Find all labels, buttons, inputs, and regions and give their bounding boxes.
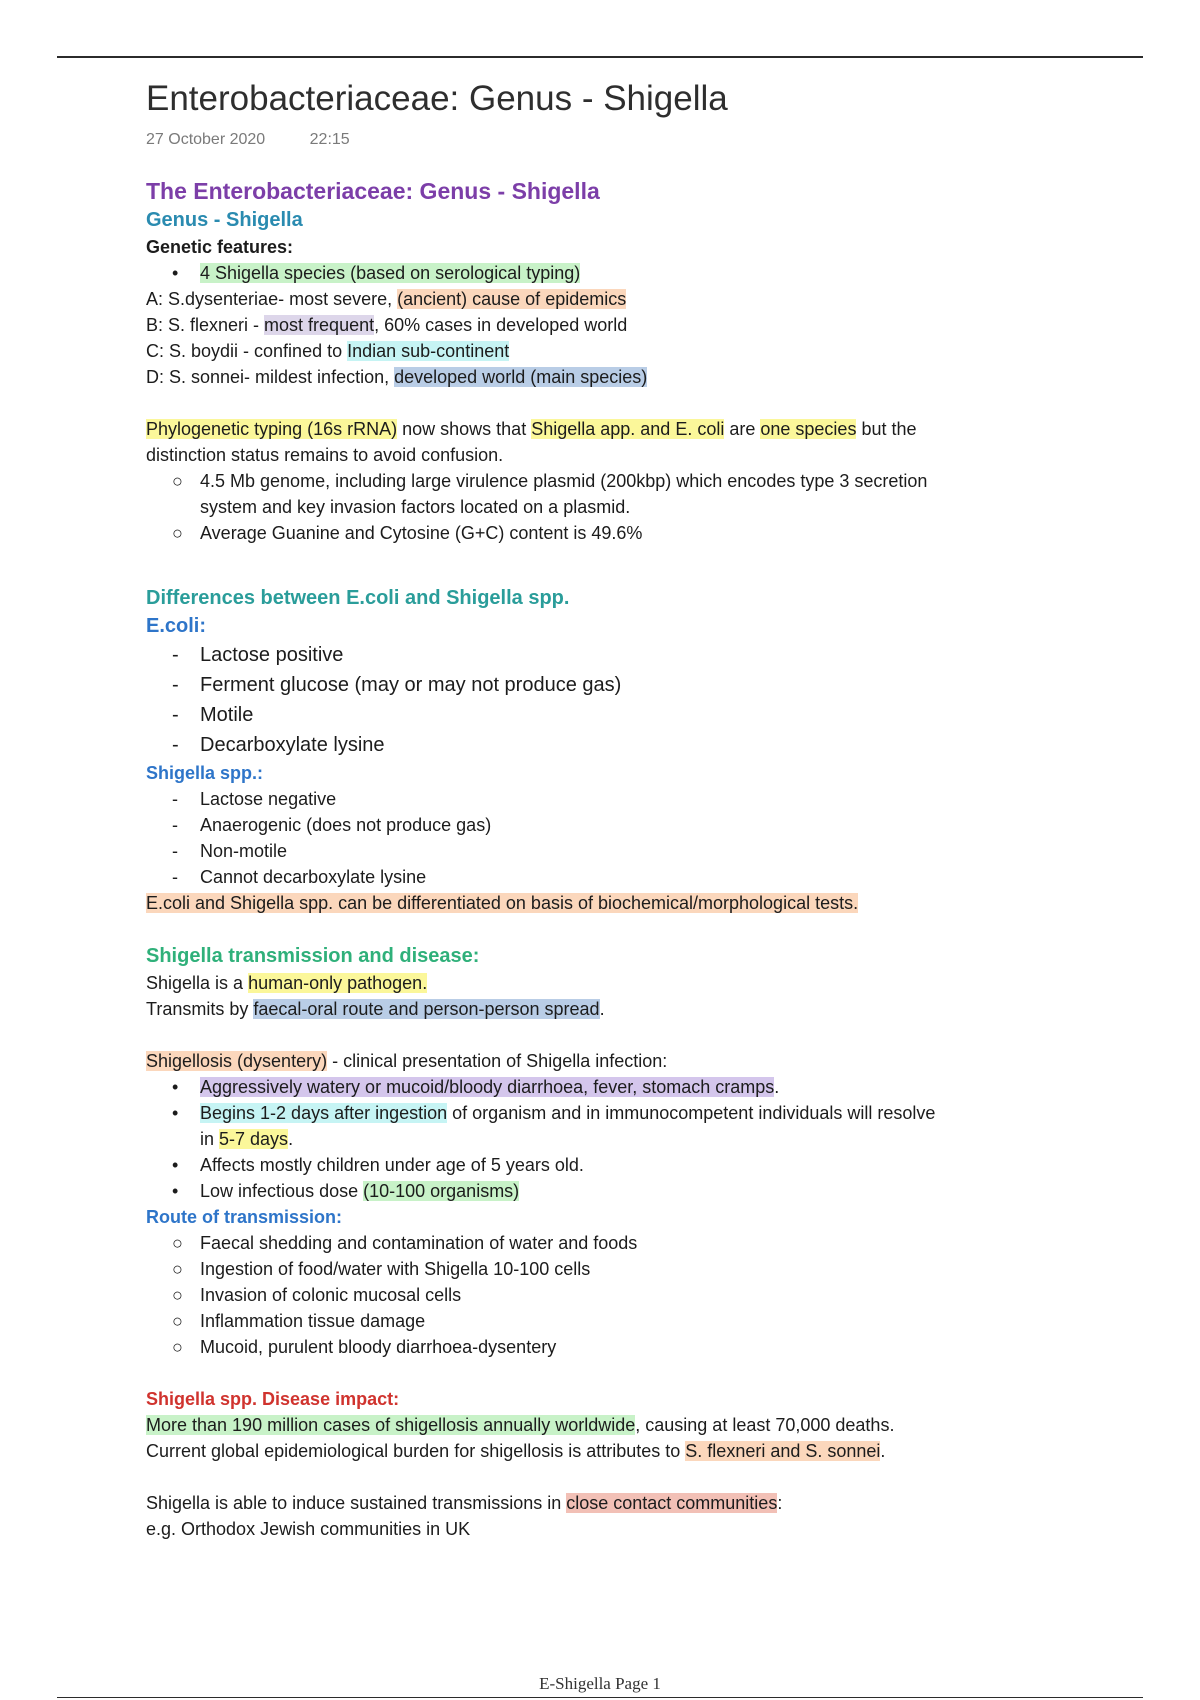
page-date-time [146, 130, 1086, 150]
circle-bullet-icon: ○ [172, 1337, 183, 1357]
dash-bullet-icon: - [172, 841, 178, 861]
impact-line-3: Shigella is able to induce sustained transmissions in close contact communities: [146, 1493, 783, 1513]
list-item: ○ Inflammation tissue damage [146, 1308, 1086, 1334]
phylogenetic-paragraph-cont: distinction status remains to avoid confusion. [146, 445, 504, 465]
page-footer: E-Shigella Page 1 [539, 1674, 661, 1693]
list-item: - Lactose negative [146, 786, 1086, 812]
circle-bullet-icon: ○ [172, 1285, 183, 1305]
bullet-dot: • [172, 263, 179, 283]
shigellosis-list [146, 1074, 1086, 1204]
dash-bullet-icon: - [172, 789, 178, 809]
ecoli-label: E.coli: [146, 615, 207, 637]
bullet-dot: • [172, 1077, 179, 1097]
list-item: - Anaerogenic (does not produce gas) [146, 812, 1086, 838]
circle-bullet-icon: ○ [172, 1259, 183, 1279]
dash-bullet-icon: - [172, 815, 178, 835]
circle-bullet-icon: ○ [172, 1311, 183, 1331]
route-label: Route of transmission: [146, 1207, 343, 1227]
ecoli-list [146, 640, 1086, 760]
list-item: - Lactose positive [146, 640, 1086, 670]
species-b: B: S. flexneri - most frequent, 60% cases in developed world [146, 315, 628, 335]
shigella-label: Shigella spp.: [146, 763, 264, 783]
bullet-dot: • [172, 1181, 179, 1201]
list-item: ○ Ingestion of food/water with Shigella 10-100 cells [146, 1256, 1086, 1282]
list-item: • Affects mostly children under age of 5 years old. [146, 1152, 1086, 1178]
dash-bullet-icon: - [172, 704, 179, 726]
species-a: A: S.dysenteriae- most severe, (ancient) cause of epidemics [146, 289, 627, 309]
list-item: • Aggressively watery or mucoid/bloody diarrhoea, fever, stomach cramps. [146, 1074, 1086, 1100]
page-title: Enterobacteriaceae: Genus - Shigella [146, 79, 728, 118]
impact-heading: Shigella spp. Disease impact: [146, 1389, 400, 1409]
transmission-line-1: Shigella is a human-only pathogen. [146, 973, 428, 993]
dash-bullet-icon: - [172, 644, 179, 666]
impact-line-4: e.g. Orthodox Jewish communities in UK [146, 1519, 471, 1539]
bullet-dot: • [172, 1155, 179, 1175]
list-item: - Motile [146, 700, 1086, 730]
circle-bullet-icon: ○ [172, 471, 183, 491]
page-date: 27 October 2020 [146, 131, 266, 148]
dash-bullet-icon: - [172, 734, 179, 756]
list-item: • Begins 1-2 days after ingestion of organism and in immunocompetent individuals will resolve [146, 1100, 1086, 1126]
top-rule [57, 56, 1143, 58]
list-item: - Non-motile [146, 838, 1086, 864]
route-list [146, 1230, 1086, 1360]
circle-bullet-icon: ○ [172, 523, 183, 543]
phylogenetic-paragraph: Phylogenetic typing (16s rRNA) now shows that Shigella app. and E. coli are one species but the [146, 419, 917, 439]
list-item: ○ Faecal shedding and contamination of water and foods [146, 1230, 1086, 1256]
species-d: D: S. sonnei- mildest infection, developed world (main species) [146, 367, 648, 387]
list-item: - Ferment glucose (may or may not produce gas) [146, 670, 1086, 700]
shigellosis-intro: Shigellosis (dysentery) - clinical presentation of Shigella infection: [146, 1051, 668, 1071]
differences-heading: Differences between E.coli and Shigella spp. [146, 587, 570, 609]
shigella-list [146, 786, 1086, 890]
genus-heading: Genus - Shigella [146, 209, 303, 231]
genetic-features-list [146, 260, 1086, 286]
bottom-rule [57, 1697, 1143, 1698]
impact-line-1: More than 190 million cases of shigellosis annually worldwide, causing at least 70,000 deaths. [146, 1415, 895, 1435]
transmission-heading: Shigella transmission and disease: [146, 945, 480, 967]
circle-bullet-icon: ○ [172, 1233, 183, 1253]
species-c: C: S. boydii - confined to Indian sub-continent [146, 341, 510, 361]
dash-bullet-icon: - [172, 674, 179, 696]
list-item: ○ 4.5 Mb genome, including large virulence plasmid (200kbp) which encodes type 3 secretion [146, 468, 1086, 494]
list-item: - Cannot decarboxylate lysine [146, 864, 1086, 890]
page-time: 22:15 [309, 131, 350, 148]
transmission-line-2: Transmits by faecal-oral route and person-person spread. [146, 999, 605, 1019]
list-item: • Low infectious dose (10-100 organisms) [146, 1178, 1086, 1204]
list-item-continuation: system and key invasion factors located on a plasmid. [200, 497, 631, 517]
genome-list [146, 468, 1086, 546]
list-item: • 4 Shigella species (based on serological typing) [146, 260, 1086, 286]
list-item: ○ Invasion of colonic mucosal cells [146, 1282, 1086, 1308]
list-item: ○ Mucoid, purulent bloody diarrhoea-dysentery [146, 1334, 1086, 1360]
list-item: - Decarboxylate lysine [146, 730, 1086, 760]
impact-line-2: Current global epidemiological burden for shigellosis is attributes to S. flexneri and S. sonnei. [146, 1441, 886, 1461]
genetic-features-label: Genetic features: [146, 237, 294, 257]
bullet-dot: • [172, 1103, 179, 1123]
list-item: ○ Average Guanine and Cytosine (G+C) content is 49.6% [146, 520, 1086, 546]
note-page [146, 74, 1086, 1542]
list-item-continuation: in 5-7 days. [200, 1129, 294, 1149]
dash-bullet-icon: - [172, 867, 178, 887]
differentiation-summary: E.coli and Shigella spp. can be differentiated on basis of biochemical/morphological tests. [146, 893, 859, 913]
main-heading: The Enterobacteriaceae: Genus - Shigella [146, 178, 600, 204]
